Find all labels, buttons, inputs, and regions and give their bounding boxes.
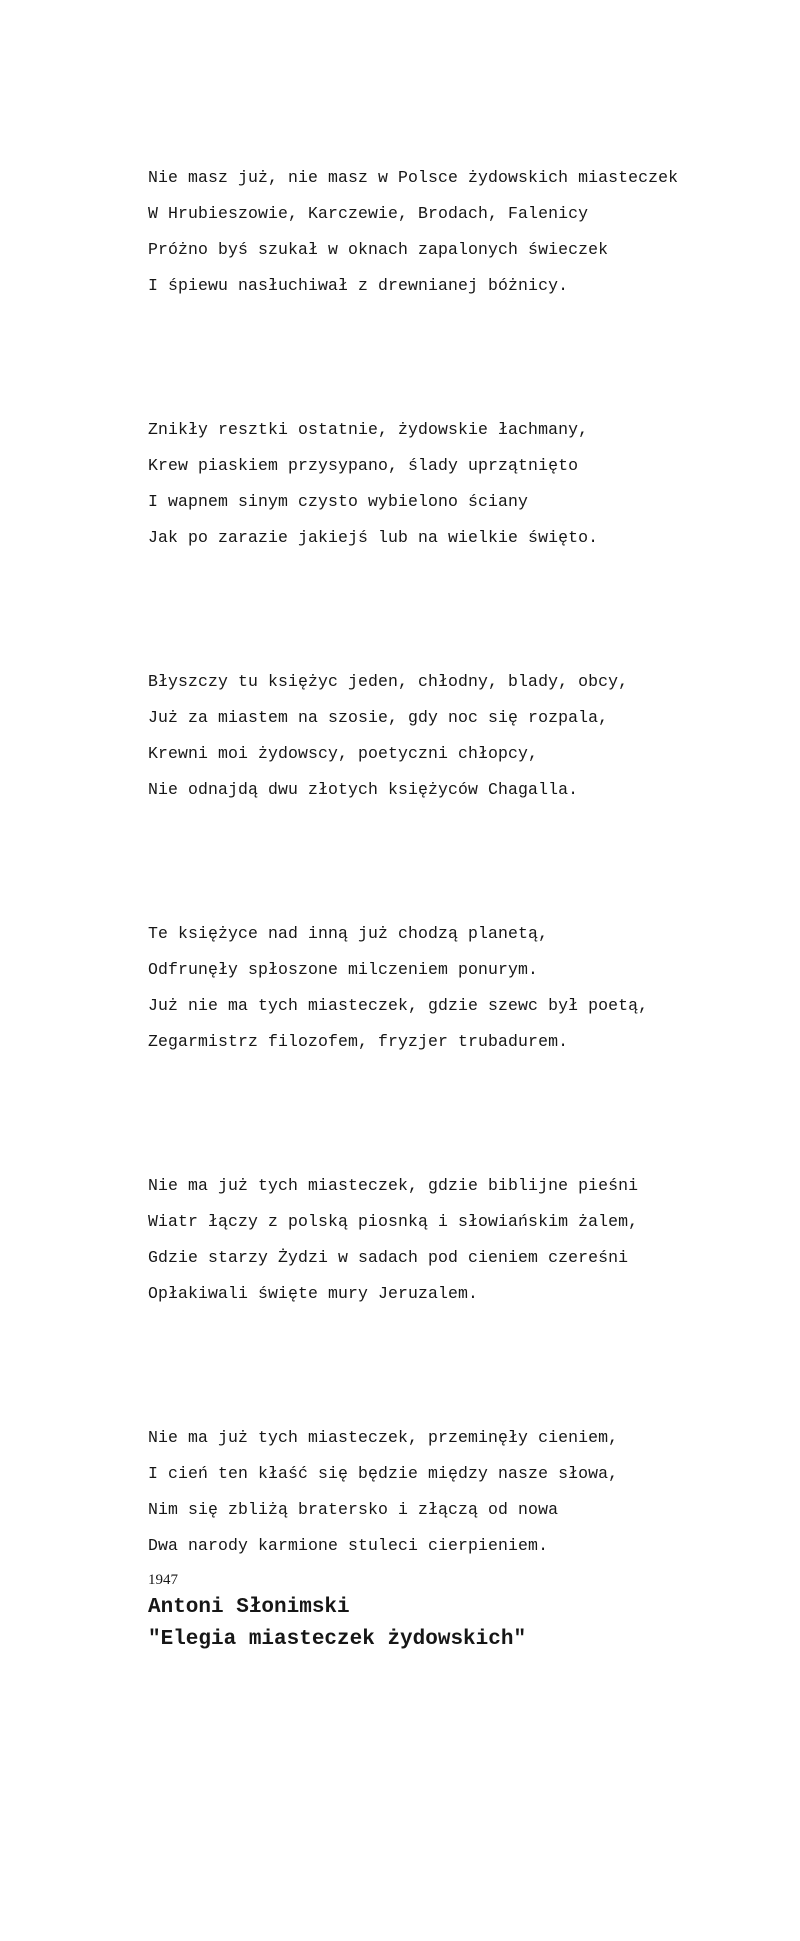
poem-line: Krewni moi żydowscy, poetyczni chłopcy, [148, 744, 539, 763]
poem-year: 1947 [148, 1572, 178, 1588]
poem-line: I śpiewu nasłuchiwał z drewnianej bóżnicy. [148, 276, 569, 295]
author-name: Antoni Słonimski [148, 1596, 350, 1619]
poem-line: I cień ten kłaść się będzie między nasze słowa, [148, 1464, 619, 1483]
poem-line: Odfrunęły spłoszone milczeniem ponurym. [148, 960, 539, 979]
poem-line: Jak po zarazie jakiejś lub na wielkie święto. [148, 528, 599, 547]
stanza-5 [148, 1168, 768, 1312]
poem-line: Błyszczy tu księżyc jeden, chłodny, blady, obcy, [148, 672, 629, 691]
signature [148, 1592, 768, 1656]
poem-line: I wapnem sinym czysto wybielono ściany [148, 492, 529, 511]
poem-line: Nie masz już, nie masz w Polsce żydowskich miasteczek [148, 168, 679, 187]
poem-line: Te księżyce nad inną już chodzą planetą, [148, 924, 549, 943]
poem [148, 160, 768, 1592]
stanza-2 [148, 412, 768, 556]
poem-line: Wiatr łączy z polską piosnką i słowiańskim żalem, [148, 1212, 639, 1231]
poem-line: Znikły resztki ostatnie, żydowskie łachmany, [148, 420, 589, 439]
stanza-1 [148, 160, 768, 304]
poem-line: Dwa narody karmione stuleci cierpieniem. [148, 1536, 549, 1555]
poem-line: W Hrubieszowie, Karczewie, Brodach, Falenicy [148, 204, 589, 223]
stanza-6 [148, 1420, 768, 1592]
poem-line: Próżno byś szukał w oknach zapalonych świeczek [148, 240, 609, 259]
poem-line: Nie ma już tych miasteczek, gdzie biblijne pieśni [148, 1176, 639, 1195]
poem-line: Nim się zbliżą bratersko i złączą od nowa [148, 1500, 559, 1519]
poem-line: Już nie ma tych miasteczek, gdzie szewc był poetą, [148, 996, 649, 1015]
poem-line: Krew piaskiem przysypano, ślady uprzątnięto [148, 456, 579, 475]
poem-line: Gdzie starzy Żydzi w sadach pod cieniem czereśni [148, 1248, 629, 1267]
poem-title: "Elegia miasteczek żydowskich" [148, 1628, 527, 1651]
poem-line: Opłakiwali święte mury Jeruzalem. [148, 1284, 479, 1303]
poem-line: Nie odnajdą dwu złotych księżyców Chagalla. [148, 780, 579, 799]
stanza-4 [148, 916, 768, 1060]
poem-line: Już za miastem na szosie, gdy noc się rozpala, [148, 708, 609, 727]
stanza-3 [148, 664, 768, 808]
poem-line: Nie ma już tych miasteczek, przeminęły cieniem, [148, 1428, 619, 1447]
poem-line: Zegarmistrz filozofem, fryzjer trubadurem. [148, 1032, 569, 1051]
